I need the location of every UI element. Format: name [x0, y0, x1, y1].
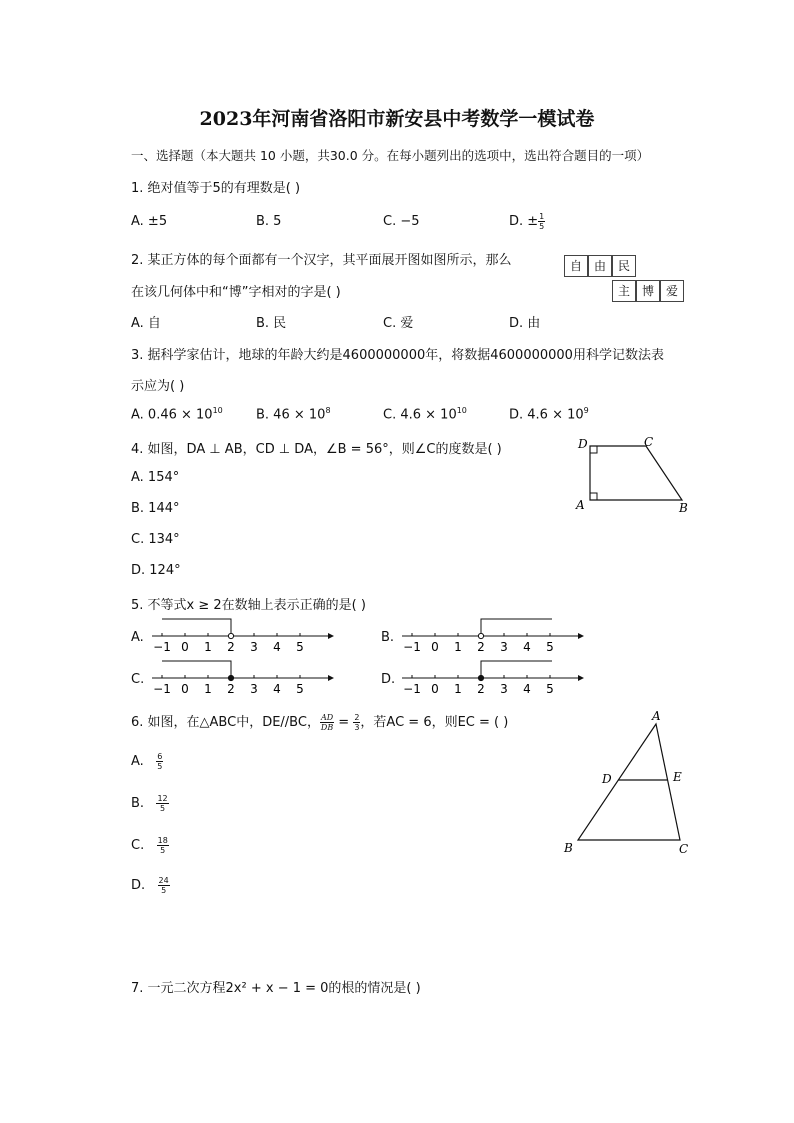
trapezoid-figure: [570, 432, 700, 518]
tick-label: −1: [153, 682, 171, 696]
tick-label: −1: [403, 640, 421, 654]
question-2-stem-line2: 在该几何体中和“博”字相对的字是( ): [131, 285, 341, 300]
label-c: C: [644, 435, 654, 449]
tick-label: 2: [227, 682, 235, 696]
q1-option-a: A. ±5: [131, 214, 168, 229]
closed-dot: [478, 675, 483, 680]
q2-option-a: A. 自: [131, 316, 161, 331]
q5-option-d-label: D.: [381, 672, 396, 687]
q3-option-a: A. $0.46 \times 10^{10}$: [131, 406, 223, 423]
open-dot: [478, 633, 483, 638]
tick-label: 0: [431, 640, 439, 654]
question-3-stem-line1: 3. 据科学家估计，地球的年龄大约是4600000000年，将数据4600000000用科学记数法表: [131, 348, 664, 363]
question-5-stem: 5. 不等式x ≥ 2在数轴上表示正确的是( ): [131, 598, 366, 613]
tick-label: 5: [546, 640, 554, 654]
tick-label: 0: [431, 682, 439, 696]
tick-label: 2: [227, 640, 235, 654]
tick-label: 4: [273, 640, 281, 654]
q4-option-d: D. 124°: [131, 563, 181, 578]
tick-label: 0: [181, 640, 189, 654]
q5-number-line-a: [150, 614, 340, 656]
q5-option-b-label: B.: [381, 630, 395, 645]
axis-arrow: [328, 675, 334, 681]
q5-number-line-c: [150, 656, 340, 698]
tick-label: −1: [403, 682, 421, 696]
net-cell: 博: [636, 280, 660, 302]
label-e: E: [673, 770, 682, 784]
tick-label: 5: [296, 682, 304, 696]
tick-label: 4: [273, 682, 281, 696]
question-6-stem: 6. 如图，在△ABC中，DE//BC， $\frac{AD}{DB}$ = $\frac{2}{3}$ ，若AC = 6，则EC = ( ): [131, 713, 509, 732]
tick-label: 1: [204, 640, 212, 654]
q2-option-c: C. 爱: [383, 316, 414, 331]
q2-option-b: B. 民: [256, 316, 287, 331]
triangle-figure: [558, 706, 698, 862]
q5-number-line-d: [400, 656, 590, 698]
net-cell: 自: [564, 255, 588, 277]
ray-right: [481, 619, 552, 636]
q2-option-d: D. 由: [509, 316, 541, 331]
tick-label: 1: [204, 682, 212, 696]
label-b: B: [679, 501, 688, 515]
q1-option-d: D. ± $\frac{1}{5}$: [509, 212, 545, 231]
q5-number-line-b: [400, 614, 590, 656]
tick-label: 4: [523, 682, 531, 696]
tick-label: 1: [454, 682, 462, 696]
open-dot: [228, 633, 233, 638]
question-7-stem: 7. 一元二次方程2x² + x − 1 = 0的根的情况是( ): [131, 981, 421, 996]
ray-left: [162, 619, 231, 636]
question-4-stem: 4. 如图，DA ⊥ AB，CD ⊥ DA，∠B = 56°，则∠C的度数是( ): [131, 442, 502, 457]
question-3-stem-line2: 示应为( ): [131, 379, 185, 394]
net-cell: 由: [588, 255, 612, 277]
label-a: A: [652, 709, 661, 723]
axis-arrow: [578, 675, 584, 681]
tick-label: 5: [546, 682, 554, 696]
ray-left: [162, 661, 231, 678]
tick-label: 2: [477, 640, 485, 654]
q1-option-b: B. 5: [256, 214, 282, 229]
q5-option-a-label: A.: [131, 630, 144, 645]
page-title: 2023年河南省洛阳市新安县中考数学一模试卷: [199, 108, 595, 130]
tick-label: 0: [181, 682, 189, 696]
q6-option-b: B. $\frac{12}{5}$: [131, 794, 168, 813]
q5-option-c-label: C.: [131, 672, 145, 687]
label-a: A: [576, 498, 585, 512]
q6-option-a: A. $\frac{6}{5}$: [131, 752, 163, 771]
tick-label: 3: [500, 640, 508, 654]
q6-option-c: C. $\frac{18}{5}$: [131, 836, 168, 855]
label-c: C: [679, 842, 689, 856]
tick-label: 3: [500, 682, 508, 696]
q4-option-c: C. 134°: [131, 532, 180, 547]
tick-label: 5: [296, 640, 304, 654]
tick-label: −1: [153, 640, 171, 654]
q3-option-c: C. $4.6 \times 10^{10}$: [383, 406, 467, 423]
tick-label: 3: [250, 640, 258, 654]
q3-option-b: B. $46 \times 10^8$: [256, 406, 331, 423]
q6-option-d: D. $\frac{24}{5}$: [131, 876, 169, 895]
question-1-stem: 1. 绝对值等于5的有理数是( ): [131, 181, 301, 196]
q3-option-d: D. $4.6 \times 10^9$: [509, 406, 589, 423]
tick-label: 4: [523, 640, 531, 654]
label-d: D: [602, 772, 612, 786]
q4-option-b: B. 144°: [131, 501, 180, 516]
tick-label: 1: [454, 640, 462, 654]
section-heading: 一、选择题（本大题共 10 小题，共30.0 分。在每小题列出的选项中，选出符合题目的一项）: [131, 148, 650, 163]
label-b: B: [564, 841, 573, 855]
net-cell: 主: [612, 280, 636, 302]
question-2-stem-line1: 2. 某正方体的每个面都有一个汉字，其平面展开图如图所示，那么: [131, 253, 512, 268]
tick-label: 2: [477, 682, 485, 696]
label-d: D: [578, 437, 588, 451]
q1-option-c: C. −5: [383, 214, 420, 229]
ray-right: [481, 661, 552, 678]
axis-arrow: [578, 633, 584, 639]
net-cell: 民: [612, 255, 636, 277]
axis-arrow: [328, 633, 334, 639]
net-cell: 爱: [660, 280, 684, 302]
closed-dot: [228, 675, 233, 680]
tick-label: 3: [250, 682, 258, 696]
q4-option-a: A. 154°: [131, 470, 180, 485]
